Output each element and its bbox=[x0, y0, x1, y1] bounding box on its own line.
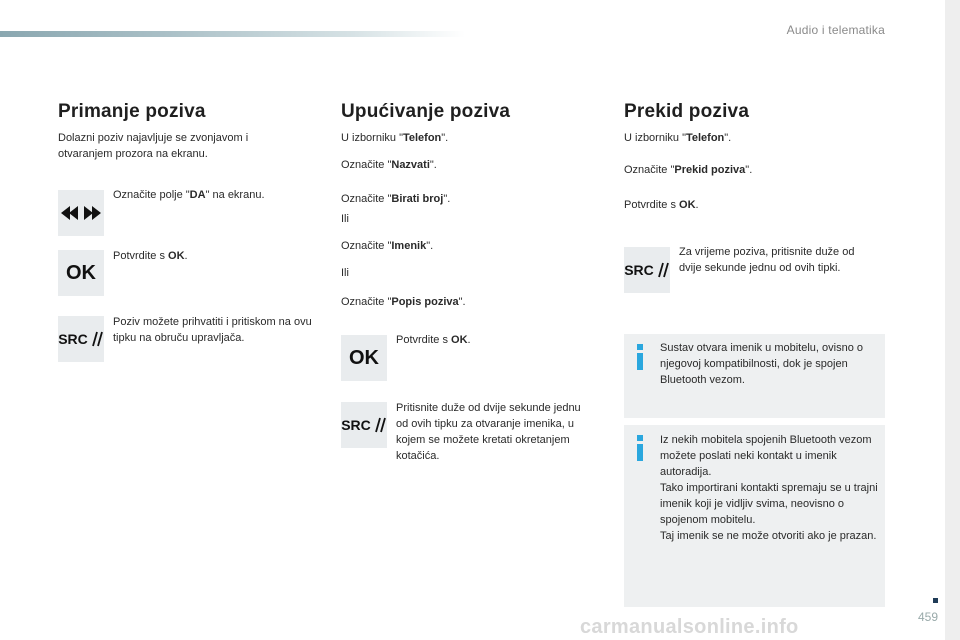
info-icon bbox=[636, 344, 644, 370]
src-key bbox=[58, 316, 104, 362]
make-step-call: Označite "Nazvati". bbox=[341, 159, 437, 171]
src-key bbox=[624, 247, 670, 293]
info-text-2: Iz nekih mobitela spojenih Bluetooth vezom možete poslati neki kontakt u imenik autoradija. Tako importirani kontakti spremaju se u trajni imenik koji je vidljiv svima, neovisno o spojenom mobitelu. Taj imenik se ne može otvoriti ako je prazan. bbox=[660, 434, 878, 542]
ok-key-label: OK bbox=[66, 261, 96, 284]
make-step-src: Pritisnite duže od dvije sekunde jednu od ovih tipku za otvaranje imenika, u kojem se možete kretati okretanjem kotačića. bbox=[396, 402, 581, 462]
make-step-call-list: Označite "Popis poziva". bbox=[341, 296, 466, 308]
make-step-contacts: Označite "Imenik". bbox=[341, 240, 434, 252]
page-number: 459 bbox=[917, 610, 938, 624]
page-edge-strip bbox=[945, 0, 960, 640]
make-step-menu: U izborniku "Telefon". bbox=[341, 132, 449, 144]
make-step-dial: Označite "Birati broj". bbox=[341, 193, 451, 205]
info-box-import bbox=[624, 425, 885, 607]
footer-watermark: carmanualsonline.info bbox=[580, 616, 799, 638]
seek-buttons-key bbox=[58, 190, 104, 236]
heading-end-call: Prekid poziva bbox=[624, 101, 750, 122]
steering-control-icon bbox=[656, 262, 670, 278]
receive-step1: Označite polje "DA" na ekranu. bbox=[113, 189, 265, 201]
src-key-label: SRC bbox=[341, 417, 371, 433]
heading-make-call: Upućivanje poziva bbox=[341, 101, 511, 122]
src-key bbox=[341, 402, 387, 448]
ok-key-label: OK bbox=[349, 346, 379, 369]
receive-step2: Potvrdite s OK. bbox=[113, 250, 188, 262]
receive-step3: Poziv možete prihvatiti i pritiskom na ovu tipku na obruču upravljača. bbox=[113, 316, 312, 344]
steering-control-icon bbox=[373, 417, 387, 433]
seek-arrows-icon bbox=[59, 204, 103, 222]
src-key-label: SRC bbox=[58, 331, 88, 347]
make-step-confirm: Potvrdite s OK. bbox=[396, 334, 471, 346]
receive-intro: Dolazni poziv najavljuje se zvonjavom i otvaranjem prozora na ekranu. bbox=[58, 132, 249, 160]
info-text-1: Sustav otvara imenik u mobitelu, ovisno o njegovoj kompatibilnosti, dok je spojen Bluetooth vezom. bbox=[660, 342, 863, 386]
heading-receive-call: Primanje poziva bbox=[58, 101, 206, 122]
make-or-2: Ili bbox=[341, 267, 349, 279]
info-icon bbox=[636, 435, 644, 461]
end-step-hangup: Označite "Prekid poziva". bbox=[624, 164, 753, 176]
steering-control-icon bbox=[90, 331, 104, 347]
info-box-contacts bbox=[624, 334, 885, 418]
make-or-1: Ili bbox=[341, 213, 349, 225]
end-step-confirm: Potvrdite s OK. bbox=[624, 199, 699, 211]
page-corner-mark bbox=[933, 598, 938, 603]
ok-key bbox=[58, 250, 104, 296]
end-step-src: Za vrijeme poziva, pritisnite duže od dvije sekunde jednu od ovih tipki. bbox=[679, 246, 855, 274]
ok-key bbox=[341, 335, 387, 381]
end-step-menu: U izborniku "Telefon". bbox=[624, 132, 732, 144]
src-key-label: SRC bbox=[624, 262, 654, 278]
header-gradient-bar bbox=[0, 31, 465, 37]
section-title: Audio i telematika bbox=[786, 23, 885, 37]
